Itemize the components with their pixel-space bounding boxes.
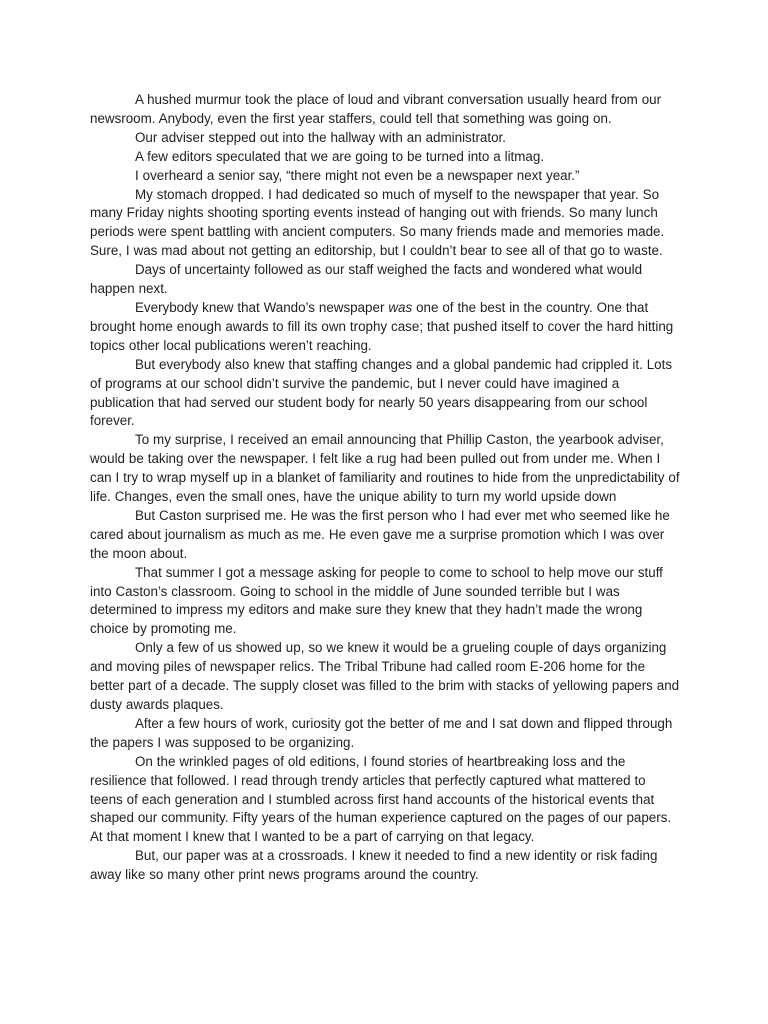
paragraph-10: But Caston surprised me. He was the first person who I had ever met who seemed like he cared about journalism as much as me. He even gave me a surprise promotion which I was over the moon about.	[90, 507, 670, 561]
paragraph-7-emphasis: was	[388, 299, 413, 315]
paragraph-15: But, our paper was at a crossroads. I knew it needed to find a new identity or risk fading away like so many other print news programs around the country.	[90, 848, 658, 883]
paragraph-8: But everybody also knew that staffing changes and a global pandemic had crippled it. Lots of programs at our school didn’t survive the pandemic, but I never could have imagined a publication that had served our student body for nearly 50 years disappearing from our school forever.	[90, 356, 673, 429]
paragraph-2: Our adviser stepped out into the hallway with an administrator.	[135, 129, 506, 145]
paragraph-11: That summer I got a message asking for people to come to school to help move our stuff into Caston’s classroom. Going to school in the middle of June sounded terrible but I was determined to impress my editors and make sure they knew that they hadn’t made the wrong choice by promoting me.	[90, 564, 663, 637]
paragraph-7-after: one of the best in the country. One that brought home enough awards to fill its own trophy case; that pushed itself to cover the hard hitting topics other local publications weren’t reaching.	[90, 299, 674, 353]
paragraph-3: A few editors speculated that we are going to be turned into a litmag.	[135, 148, 545, 164]
paragraph-12: Only a few of us showed up, so we knew it would be a grueling couple of days organizing and moving piles of newspaper relics. The Tribal Tribune had called room E-206 home for the better part of a decade. The supply closet was filled to the brim with stacks of yellowing papers and dusty awards plaques.	[90, 640, 680, 712]
paragraph-4: I overheard a senior say, “there might not even be a newspaper next year.”	[135, 167, 580, 183]
paragraph-6: Days of uncertainty followed as our staff weighed the facts and wondered what would happen next.	[90, 262, 643, 297]
paragraph-13: After a few hours of work, curiosity got the better of me and I sat down and flipped through the papers I was supposed to be organizing.	[90, 715, 673, 750]
paragraph-1: A hushed murmur took the place of loud and vibrant conversation usually heard from our newsroom. Anybody, even the first year staffers, could tell that something was going on.	[90, 92, 662, 126]
paragraph-9: To my surprise, I received an email announcing that Phillip Caston, the yearbook adviser, would be taking over the newspaper. I felt like a rug had been pulled out from under me. When I can I try to wrap myself up in a blanket of familiarity and routines to hide from the unpredictability of life. Changes, even the small ones, have the unique ability to turn my world upside down	[90, 432, 680, 505]
paragraph-14: On the wrinkled pages of old editions, I found stories of heartbreaking loss and the resilience that followed. I read through trendy articles that perfectly captured what mattered to teens of each generation and I stumbled across first hand accounts of the historical events that shaped our community. Fifty years of the human experience captured on the pages of our papers. At that moment I knew that I wanted to be a part of carrying on that legacy.	[90, 753, 672, 845]
paragraph-7-before: Everybody knew that Wando’s newspaper	[135, 299, 389, 315]
paragraph-5: My stomach dropped. I had dedicated so much of myself to the newspaper that year. So many Friday nights shooting sporting events instead of hanging out with friends. So many lunch periods were spent battling with ancient computers. So many friends made and memories made. Sure, I was mad about not getting an editorship, but I couldn’t bear to see all of that go to waste.	[90, 186, 665, 259]
document-body	[90, 91, 682, 885]
paragraph-7	[90, 299, 682, 356]
